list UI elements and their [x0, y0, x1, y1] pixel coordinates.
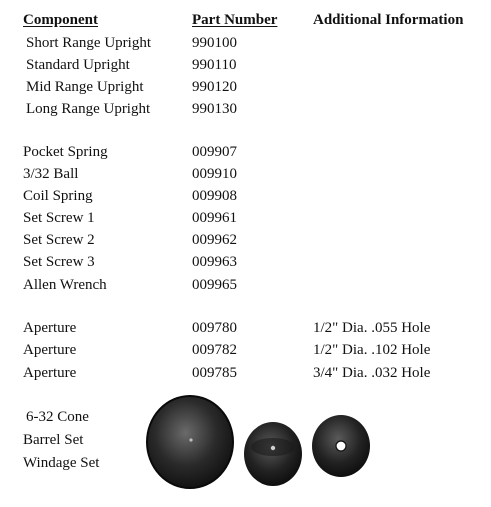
component-cell: Coil Spring: [23, 188, 93, 204]
part-number-cell: 990110: [192, 57, 237, 73]
component-cell: Set Screw 3: [23, 254, 95, 270]
header-component: Component: [23, 12, 99, 28]
cone-label: 6-32 Cone: [26, 409, 89, 425]
large-cone-icon: [147, 396, 233, 488]
component-cell: Aperture: [23, 342, 77, 358]
barrel-set-label: Barrel Set: [23, 432, 84, 448]
component-cell: Mid Range Upright: [26, 79, 144, 95]
component-cell: Aperture: [23, 320, 77, 336]
cone-set-image: [140, 395, 400, 505]
component-cell: Pocket Spring: [23, 144, 108, 160]
component-cell: Aperture: [23, 365, 77, 381]
part-number-cell: 009961: [192, 210, 237, 226]
info-cell: 1/2" Dia. .055 Hole: [313, 320, 431, 336]
part-number-cell: 990120: [192, 79, 237, 95]
part-number-cell: 009908: [192, 188, 237, 204]
component-cell: Set Screw 1: [23, 210, 95, 226]
part-number-cell: 009963: [192, 254, 237, 270]
info-cell: 1/2" Dia. .102 Hole: [313, 342, 431, 358]
part-number-cell: 990130: [192, 101, 237, 117]
part-number-cell: 009907: [192, 144, 237, 160]
medium-cone-icon: [244, 422, 302, 486]
part-number-cell: 009962: [192, 232, 237, 248]
info-cell: 3/4" Dia. .032 Hole: [313, 365, 431, 381]
header-part-number: Part Number: [192, 12, 278, 28]
component-cell: 3/32 Ball: [23, 166, 79, 182]
component-cell: Allen Wrench: [23, 277, 107, 293]
part-number-cell: 009782: [192, 342, 237, 358]
part-number-cell: 009965: [192, 277, 237, 293]
part-number-cell: 009785: [192, 365, 237, 381]
part-number-cell: 009910: [192, 166, 237, 182]
component-cell: Long Range Upright: [26, 101, 151, 117]
component-cell: Set Screw 2: [23, 232, 95, 248]
part-number-cell: 009780: [192, 320, 237, 336]
header-additional-information: Additional Information: [313, 12, 464, 28]
windage-set-label: Windage Set: [23, 455, 100, 471]
component-cell: Standard Upright: [26, 57, 130, 73]
part-number-cell: 990100: [192, 35, 237, 51]
small-cone-icon: [312, 415, 370, 477]
component-cell: Short Range Upright: [26, 35, 151, 51]
